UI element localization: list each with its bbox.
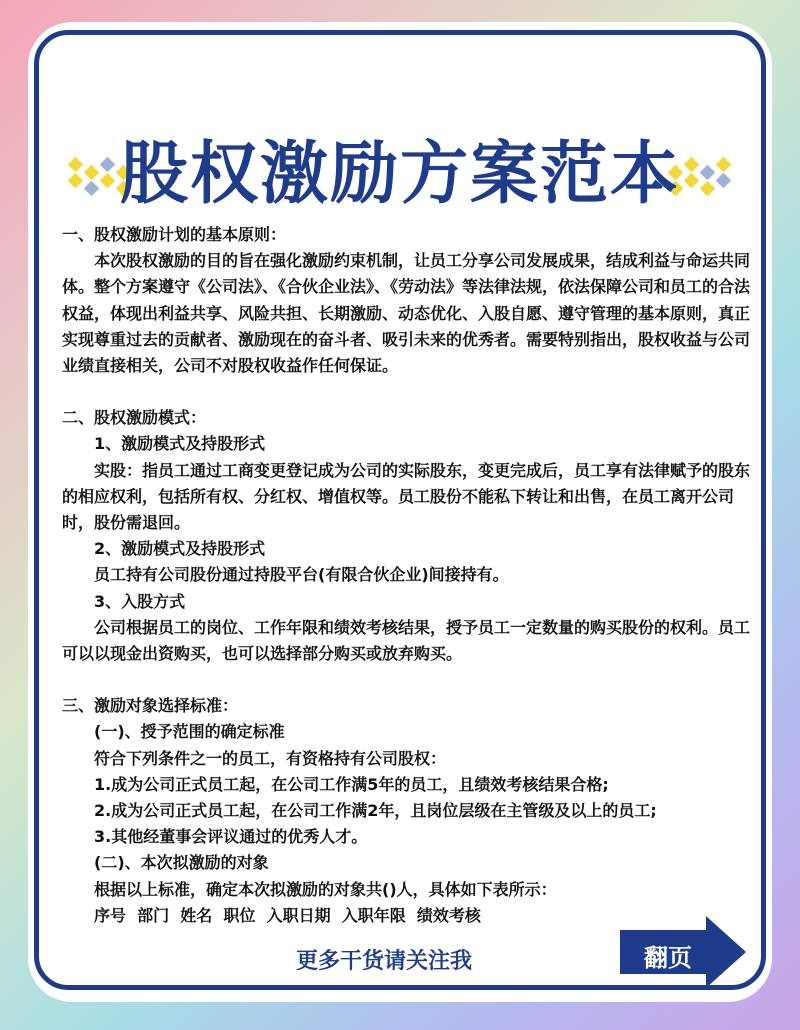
document-body	[62, 222, 752, 929]
spacer	[62, 667, 752, 693]
section-2-subheading-3: 3、入股方式	[94, 591, 186, 611]
page-title: 股权激励方案范本	[119, 135, 680, 214]
spacer	[62, 379, 752, 405]
section-2-subheading-1: 1、激励模式及持股形式	[94, 434, 266, 454]
section-2-heading: 二、股权激励模式：	[62, 408, 207, 428]
section-1-body: 本次股权激励的目的旨在强化激励约束机制，让员工分享公司发展成果，结成利益与命运共同体。整个方案遵守《公司法》、《合伙企业法》、《劳动法》等法律法规，依法保障公司和员工的合法权益，体现出利益共享、风险共担、长期激励、动态优化、入股自愿、遵守管理的基本原则，真正实现尊重过去的贡献者、激励现在的奋斗者、吸引未来的优秀者。需要特别指出，股权收益与公司业绩直接相关，公司不对股权收益作任何保证。	[62, 251, 751, 376]
section-3-line-2: 1.成为公司正式员工起，在公司工作满5年的员工，且绩效考核结果合格;	[94, 774, 609, 794]
section-2-body-1: 实股：指员工通过工商变更登记成为公司的实际股东，变更完成后，员工享有法律赋予的股东的相应权利，包括所有权、分红权、增值权等。员工股份不能私下转让和出售，在员工离开公司时，股份需退回。	[62, 460, 751, 533]
follow-prompt: 更多干货请关注我	[296, 949, 473, 974]
section-2-body-3: 公司根据员工的岗位、工作年限和绩效考核结果，授予员工一定数量的购买股份的权利。员工可以以现金出资购买，也可以选择部分购买或放弃购买。	[62, 617, 751, 664]
section-3-line-4: 3.其他经董事会评议通过的优秀人才。	[94, 827, 368, 847]
section-3-line-3: 2.成为公司正式员工起，在公司工作满2年，且岗位层级在主管级及以上的员工;	[94, 801, 657, 821]
section-3-subheading-1: (一)、授予范围的确定标准	[94, 722, 285, 742]
section-3-heading: 三、激励对象选择标准：	[62, 696, 239, 716]
next-page-button[interactable]: 翻页	[644, 944, 692, 972]
section-3-line-5: 根据以上标准，确定本次拟激励的对象共()人，具体如下表所示：	[94, 879, 557, 899]
section-2-subheading-2: 2、激励模式及持股形式	[94, 539, 266, 559]
section-3-line-1: 符合下列条件之一的员工，有资格持有公司股权：	[94, 748, 447, 768]
section-3-subheading-2: (二)、本次拟激励的对象	[94, 853, 269, 873]
section-2-body-2: 员工持有公司股份通过持股平台(有限合伙企业)间接持有。	[94, 565, 509, 585]
section-1-heading: 一、股权激励计划的基本原则：	[62, 225, 287, 244]
table-header-row: 序号 部门 姓名 职位 入职日期 入职年限 绩效考核	[94, 905, 481, 925]
